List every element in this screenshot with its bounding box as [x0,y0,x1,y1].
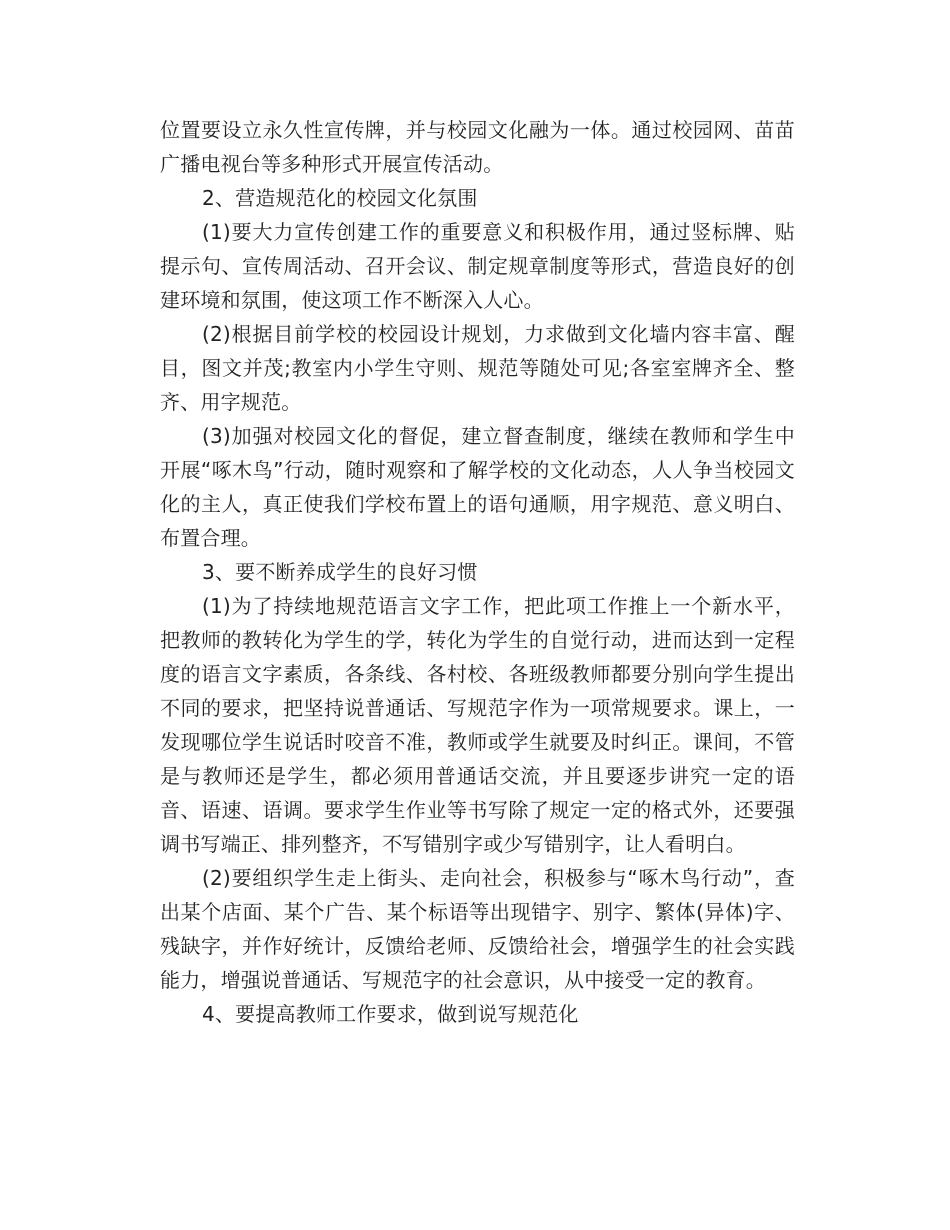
paragraph-2-3: (3)加强对校园文化的督促，建立督查制度，继续在教师和学生中开展“啄木鸟”行动，随时观察和了解学校的文化动态，人人争当校园文化的主人，真正使我们学校布置上的语句通顺，用字规范、意义明白、布置合理。 [160,424,795,550]
paragraph-2-1: (1)要大力宣传创建工作的重要意义和积极作用，通过竖标牌、贴提示句、宣传周活动、召开会议、制定规章制度等形式，营造良好的创建环境和氛围，使这项工作不断深入人心。 [160,220,795,312]
section-heading-4: 4、要提高教师工作要求，做到说写规范化 [202,1002,579,1026]
paragraph-3-1: (1)为了持续地规范语言文字工作，把此项工作推上一个新水平，把教师的教转化为学生的学，转化为学生的自觉行动，进而达到一定程度的语言文字素质，各条线、各村校、各班级教师都要分别向学生提出不同的要求，把坚持说普通话、写规范字作为一项常规要求。课上，一发现哪位学生说话时咬音不准，教师或学生就要及时纠正。课间，不管是与教师还是学生，都必须用普通话交流，并且要逐步讲究一定的语音、语速、语调。要求学生作业等书写除了规定一定的格式外，还要强调书写端正、排列整齐，不写错别字或少写错别字，让人看明白。 [160,594,795,856]
section-heading-2: 2、营造规范化的校园文化氛围 [202,186,478,210]
section-heading-3: 3、要不断养成学生的良好习惯 [202,560,478,584]
document-body [160,113,795,1031]
paragraph-3-2: (2)要组织学生走上街头、走向社会，积极参与“啄木鸟行动”，查出某个店面、某个广告、某个标语等出现错字、别字、繁体(异体)字、残缺字，并作好统计，反馈给老师、反馈给社会，增强学生的社会实践能力，增强说普通话、写规范字的社会意识，从中接受一定的教育。 [160,866,795,992]
paragraph-2-2: (2)根据目前学校的校园设计规划，力求做到文化墙内容丰富、醒目，图文并茂;教室内小学生守则、规范等随处可见;各室室牌齐全、整齐、用字规范。 [160,322,795,414]
paragraph-continuation: 位置要设立永久性宣传牌，并与校园文化融为一体。通过校园网、苗苗广播电视台等多种形式开展宣传活动。 [160,118,795,176]
